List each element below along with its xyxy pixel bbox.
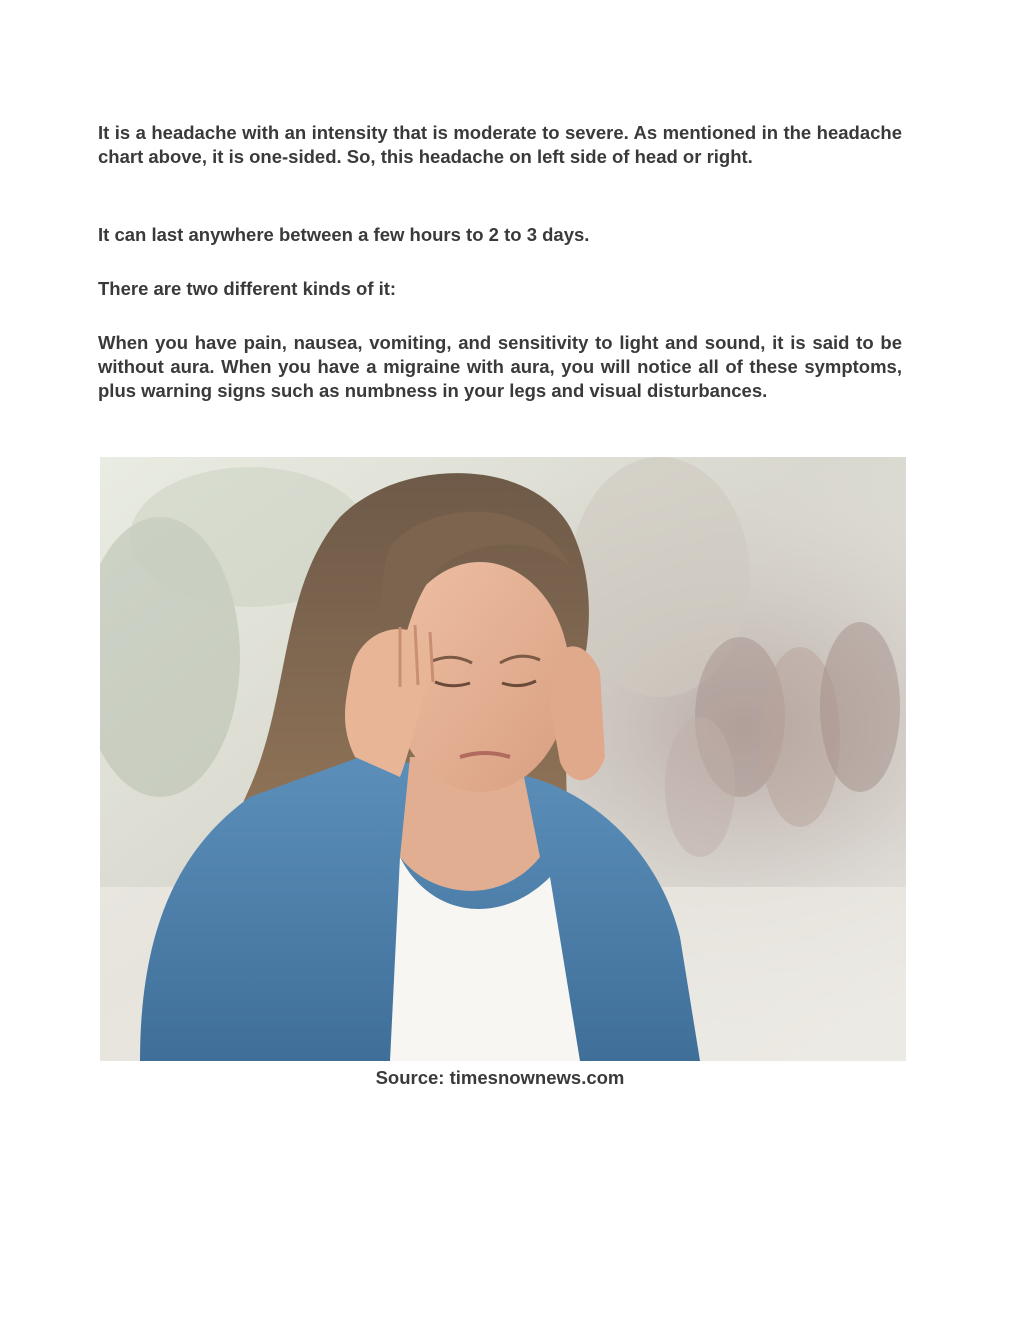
woman-with-headache-illustration — [100, 457, 906, 1061]
paragraph-aura-types: When you have pain, nausea, vomiting, and sensitivity to light and sound, it is said to be without aura. When you have a migraine with aura, you will notice all of these symptoms, plus warning signs such as numbness in your legs and visual disturbances. — [98, 332, 902, 401]
image-source-caption: Source: timesnownews.com — [375, 1067, 625, 1088]
paragraph-kinds-intro: There are two different kinds of it: — [98, 278, 397, 299]
headache-photo — [100, 457, 906, 1061]
paragraph-duration: It can last anywhere between a few hours to 2 to 3 days. — [98, 224, 590, 245]
paragraph-intensity: It is a headache with an intensity that is moderate to severe. As mentioned in the headache chart above, it is one-sided. So, this headache on left side of head or right. — [98, 122, 902, 167]
